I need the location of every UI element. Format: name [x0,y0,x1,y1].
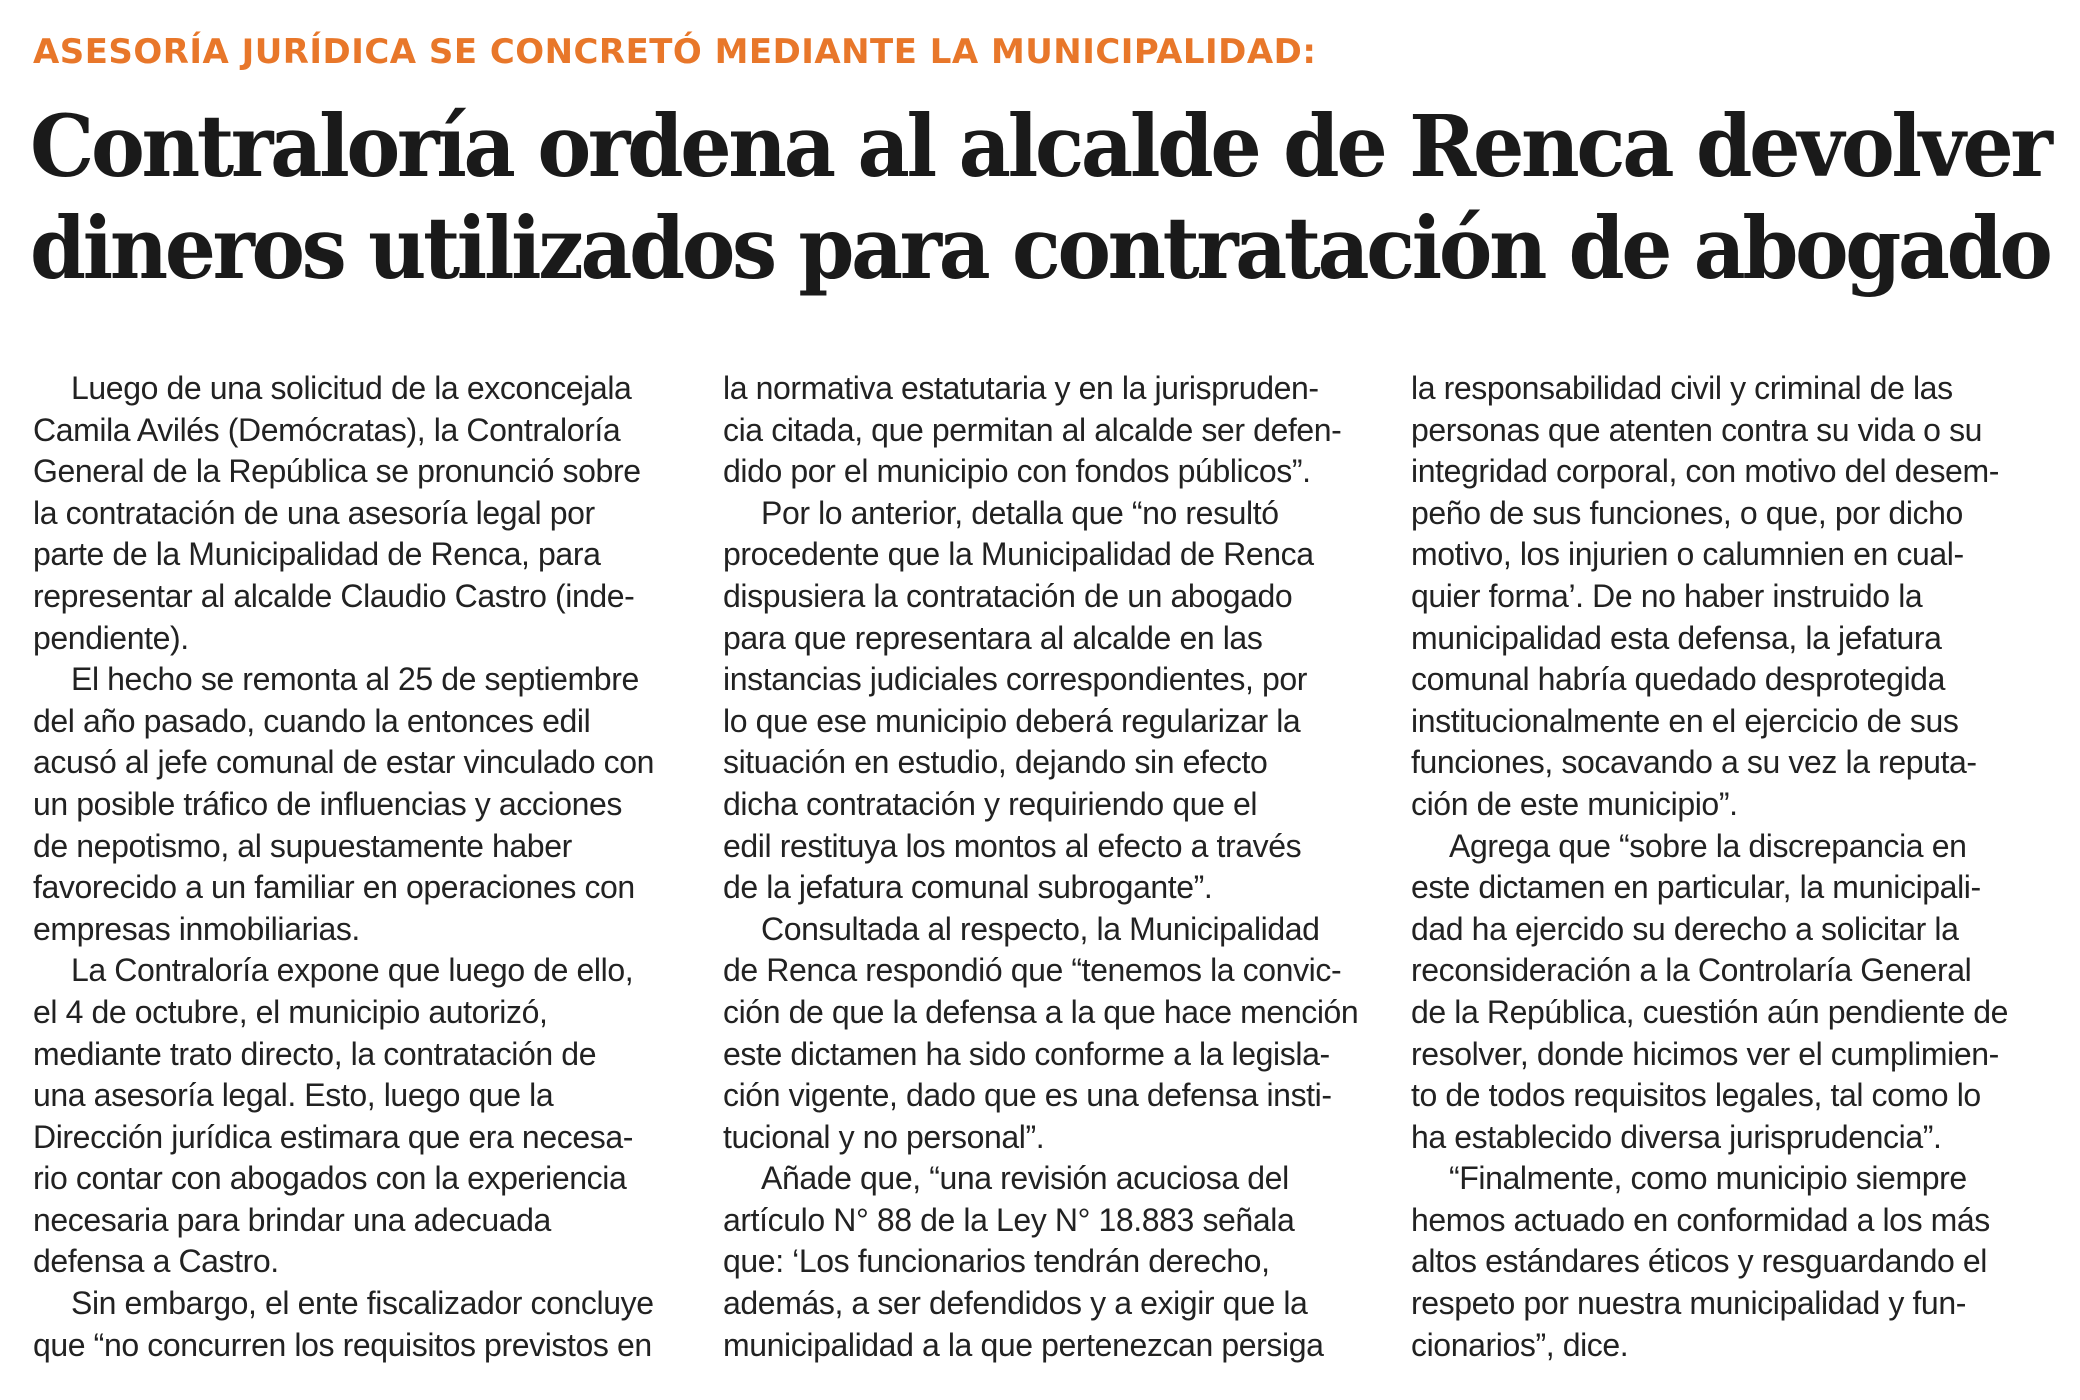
headline-line: Contraloría ordena al alcalde de Renca devolver [30,97,2050,197]
text-line: ción de que la defensa a la que hace mención [723,993,1359,1030]
text-line: municipalidad a la que pertenezcan persiga [723,1326,1324,1363]
text-line: favorecido a un familiar en operaciones con [33,869,635,906]
text-line: empresas inmobiliarias. [33,910,360,947]
text-line: la contratación de una asesoría legal por [33,494,595,531]
text-line: lo que ese municipio deberá regularizar la [723,702,1301,739]
text-line: altos estándares éticos y resguardando el [1411,1243,1987,1280]
text-line: ción de este municipio”. [1411,785,1738,822]
text-line: motivo, los injurien o calumnien en cual- [1411,536,1964,573]
text-line: que: ‘Los funcionarios tendrán derecho, [723,1243,1270,1280]
text-line: dispusiera la contratación de un abogado [723,577,1293,614]
text-line: edil restituya los montos al efecto a través [723,827,1302,864]
text-line: resolver, donde hicimos ver el cumplimien- [1411,1035,1999,1072]
text-line: un posible tráfico de influencias y acciones [33,785,622,822]
text-line: reconsideración a la Controlaría General [1411,952,1972,989]
kicker: ASESORÍA JURÍDICA SE CONCRETÓ MEDIANTE LA MUNICIPALIDAD: [33,32,1317,72]
text-line: Sin embargo, el ente fiscalizador concluye [71,1285,654,1322]
text-line: de la República, cuestión aún pendiente de [1411,993,2008,1030]
text-line: para que representara al alcalde en las [723,619,1263,656]
text-line: Por lo anterior, detalla que “no resultó [761,494,1279,531]
text-line: procedente que la Municipalidad de Renca [723,536,1314,573]
text-line: la normativa estatutaria y en la jurispruden- [723,370,1319,406]
text-line: el 4 de octubre, el municipio autorizó, [33,993,548,1030]
text-line: tucional y no personal”. [723,1118,1045,1155]
text-line: dad ha ejercido su derecho a solicitar la [1411,910,1959,947]
text-line: respeto por nuestra municipalidad y fun- [1411,1285,1966,1322]
text-line: peño de sus funciones, o que, por dicho [1411,494,1963,531]
text-line: Agrega que “sobre la discrepancia en [1449,827,1967,864]
text-line: hemos actuado en conformidad a los más [1411,1201,1990,1238]
text-line: este dictamen ha sido conforme a la legisla- [723,1035,1330,1072]
text-line: mediante trato directo, la contratación de [33,1035,597,1072]
text-line: instancias judiciales correspondientes, por [723,661,1308,698]
text-line: ción vigente, dado que es una defensa insti- [723,1077,1332,1114]
text-line: funciones, socavando a su vez la reputa- [1411,744,1977,781]
text-line: comunal habría quedado desprotegida [1411,661,1945,698]
text-line: Luego de una solicitud de la exconcejala [71,370,632,406]
text-line: Añade que, “una revisión acuciosa del [761,1160,1289,1197]
text-line: institucionalmente en el ejercicio de sus [1411,702,1959,739]
text-line: municipalidad esta defensa, la jefatura [1411,619,1942,656]
text-line: la responsabilidad civil y criminal de las [1411,370,1953,406]
text-line: Consultada al respecto, la Municipalidad [761,910,1320,947]
text-line: quier forma’. De no haber instruido la [1411,577,1923,614]
text-line: La Contraloría expone que luego de ello, [71,952,634,989]
text-line: dicha contratación y requiriendo que el [723,785,1258,822]
column-1 [33,368,688,1378]
column-3 [1411,368,2066,1378]
text-line: del año pasado, cuando la entonces edil [33,702,591,739]
text-line: El hecho se remonta al 25 de septiembre [71,661,639,698]
text-line: General de la República se pronunció sobre [33,453,641,490]
text-line: de la jefatura comunal subrogante”. [723,869,1213,906]
text-line: ha establecido diversa jurisprudencia”. [1411,1118,1942,1155]
headline [30,96,2050,300]
text-line: acusó al jefe comunal de estar vinculado con [33,744,655,781]
column-2 [723,368,1378,1378]
text-line: Dirección jurídica estimara que era necesa- [33,1118,633,1155]
text-line: defensa a Castro. [33,1243,279,1280]
text-line: una asesoría legal. Esto, luego que la [33,1077,554,1114]
text-line: pendiente). [33,619,189,656]
text-line: rio contar con abogados con la experiencia [33,1160,627,1197]
headline-line: dineros utilizados para contratación de abogado [30,199,2050,299]
text-line: Camila Avilés (Demócratas), la Contraloría [33,411,621,448]
text-line: integridad corporal, con motivo del desem- [1411,453,1999,490]
text-line: este dictamen en particular, la municipali- [1411,869,1981,906]
text-line: artículo N° 88 de la Ley N° 18.883 señala [723,1201,1295,1238]
text-line: situación en estudio, dejando sin efecto [723,744,1268,781]
text-line: personas que atenten contra su vida o su [1411,411,1983,448]
article-body [33,368,2043,1378]
text-line: to de todos requisitos legales, tal como lo [1411,1077,1981,1114]
text-line: cia citada, que permitan al alcalde ser defen- [723,411,1342,448]
text-line: de nepotismo, al supuestamente haber [33,827,572,864]
text-line: de Renca respondió que “tenemos la convic- [723,952,1342,989]
text-line: representar al alcalde Claudio Castro (inde- [33,577,635,614]
text-line: parte de la Municipalidad de Renca, para [33,536,601,573]
text-line: además, a ser defendidos y a exigir que la [723,1285,1308,1322]
text-line: que “no concurren los requisitos previstos en [33,1326,652,1363]
text-line: cionarios”, dice. [1411,1326,1629,1363]
text-line: “Finalmente, como municipio siempre [1449,1160,1967,1197]
text-line: necesaria para brindar una adecuada [33,1201,551,1238]
text-line: dido por el municipio con fondos públicos”. [723,453,1311,490]
